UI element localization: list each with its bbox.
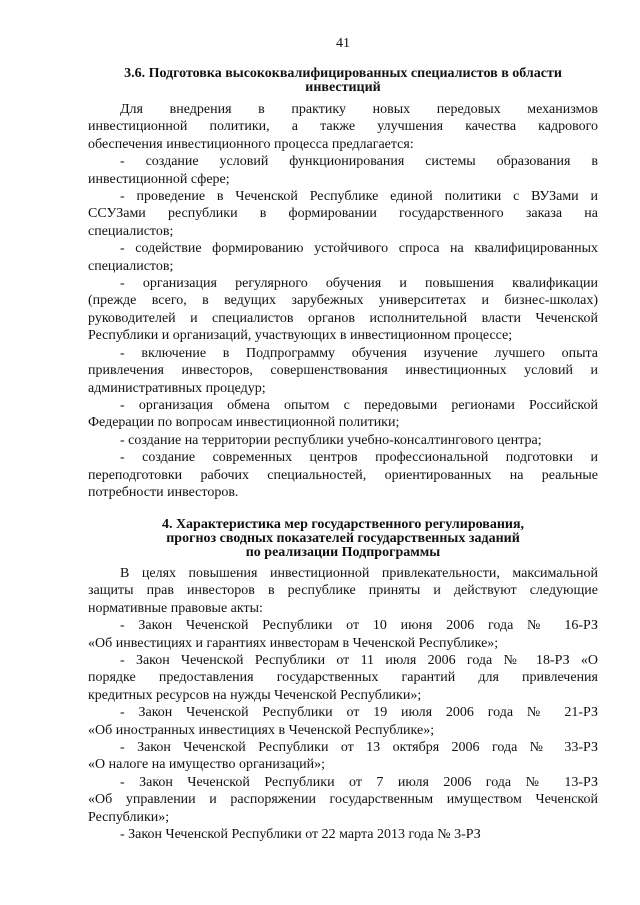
text-line: - Закон Чеченской Республики от 22 марта 2013 года № 3-РЗ bbox=[120, 827, 481, 843]
text-line: Федерации по вопросам инвестиционной политики; bbox=[88, 415, 400, 431]
text-line: ССУЗами республики в формировании государственного заказа на bbox=[88, 206, 598, 222]
section-4-title bbox=[88, 518, 598, 560]
title-line: 4. Характеристика мер государственного регулирования, bbox=[161, 517, 525, 532]
text-line: - организация регулярного обучения и повышения квалификации bbox=[120, 276, 598, 292]
title-line: по реализации Подпрограммы bbox=[245, 545, 441, 560]
text-line: Республики и организаций, участвующих в инвестиционном процессе; bbox=[88, 328, 513, 344]
text-line: В целях повышения инвестиционной привлекательности, максимальной bbox=[120, 566, 598, 581]
paragraph bbox=[88, 826, 598, 843]
text-line: - включение в Подпрограмму обучения изучение лучшего опыта bbox=[120, 345, 598, 361]
text-line: административных процедур; bbox=[88, 380, 266, 396]
text-line: - создание современных центров профессиональной подготовки и bbox=[120, 450, 598, 466]
paragraph bbox=[88, 275, 598, 345]
paragraph bbox=[88, 774, 598, 826]
text-line: - Закон Чеченской Республики от 7 июля 2006 года № 13-РЗ bbox=[120, 774, 598, 790]
text-line: защиты прав инвесторов в республике приняты и действуют следующие bbox=[88, 583, 598, 599]
section-4-body bbox=[88, 565, 598, 844]
text-line: - Закон Чеченской Республики от 13 октября 2006 года № 33-РЗ bbox=[120, 740, 598, 756]
paragraph bbox=[88, 397, 598, 432]
title-line: инвестиций bbox=[305, 80, 381, 95]
paragraph bbox=[88, 153, 598, 188]
text-line: Республики»; bbox=[88, 809, 170, 825]
paragraph bbox=[88, 101, 598, 153]
text-line: нормативные правовые акты: bbox=[88, 600, 263, 616]
text-line: обеспечения инвестиционного процесса предлагается: bbox=[88, 136, 414, 152]
paragraph bbox=[88, 652, 598, 704]
text-line: «О налоге на имущество организаций»; bbox=[88, 757, 325, 773]
text-line: - содействие формированию устойчивого спроса на квалифицированных bbox=[120, 241, 598, 257]
section-3-6-body bbox=[88, 101, 598, 501]
title-line: 3.6. Подготовка высококвалифицированных специалистов в области bbox=[124, 66, 562, 81]
text-line: - Закон Чеченской Республики от 19 июля 2006 года № 21-РЗ bbox=[120, 705, 598, 721]
paragraph bbox=[88, 240, 598, 275]
page-number: 41 bbox=[336, 36, 350, 51]
text-line: потребности инвесторов. bbox=[88, 484, 239, 500]
text-line: Для внедрения в практику новых передовых механизмов bbox=[120, 102, 598, 117]
text-line: инвестиционной сфере; bbox=[88, 171, 230, 187]
text-line: инвестиционной политики, а также улучшения качества кадрового bbox=[88, 119, 598, 135]
text-line: (прежде всего, в ведущих зарубежных университетах и бизнес-школах) bbox=[88, 293, 598, 309]
paragraph bbox=[88, 449, 598, 501]
paragraph bbox=[88, 432, 598, 449]
paragraph bbox=[88, 345, 598, 397]
text-line: привлечения инвесторов, совершенствования инвестиционных условий и bbox=[88, 363, 598, 379]
paragraph bbox=[88, 739, 598, 774]
text-line: «Об инвестициях и гарантиях инвесторам в Чеченской Республике»; bbox=[88, 635, 499, 651]
text-line: - создание условий функционирования системы образования в bbox=[120, 154, 598, 170]
paragraph bbox=[88, 188, 598, 240]
text-line: - проведение в Чеченской Республике единой политики с ВУЗами и bbox=[120, 189, 598, 205]
text-line: - Закон Чеченской Республики от 10 июня 2006 года № 16-РЗ bbox=[120, 618, 598, 634]
paragraph bbox=[88, 617, 598, 652]
text-line: - Закон Чеченской Республики от 11 июля 2006 года № 18-РЗ «О bbox=[120, 653, 598, 669]
title-line: прогноз сводных показателей государственных заданий bbox=[166, 531, 520, 546]
text-line: переподготовки рабочих специальностей, ориентированных на реальные bbox=[88, 467, 598, 483]
text-line: «Об иностранных инвестициях в Чеченской Республике»; bbox=[88, 722, 435, 738]
text-line: специалистов; bbox=[88, 223, 174, 239]
text-line: - создание на территории республики учебно-консалтингового центра; bbox=[120, 432, 542, 448]
text-line: руководителей и специалистов органов исполнительной власти Чеченской bbox=[88, 310, 598, 326]
text-line: порядке предоставления государственных гарантий для привлечения bbox=[88, 670, 598, 686]
section-3-6-title bbox=[88, 67, 598, 95]
paragraph bbox=[88, 565, 598, 617]
text-line: - организация обмена опытом с передовыми регионами Российской bbox=[120, 397, 598, 413]
text-line: «Об управлении и распоряжении государственным имуществом Чеченской bbox=[88, 792, 598, 808]
text-line: специалистов; bbox=[88, 258, 174, 274]
paragraph bbox=[88, 704, 598, 739]
text-line: кредитных ресурсов на нужды Чеченской Республики»; bbox=[88, 687, 422, 703]
